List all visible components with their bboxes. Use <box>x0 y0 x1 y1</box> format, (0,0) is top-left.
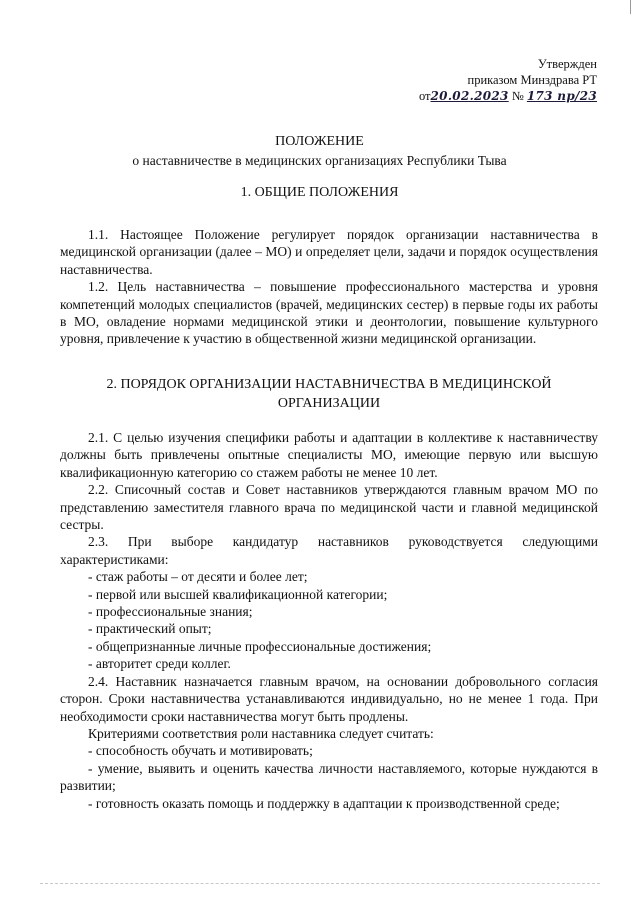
number-sign: № <box>511 89 524 103</box>
document-subtitle: о наставничестве в медицинских организациях Республики Тыва <box>132 153 507 168</box>
list-item: - авторитет среди коллег. <box>88 656 231 672</box>
document-title: ПОЛОЖЕНИЕ <box>275 134 364 149</box>
paragraph-2-2: 2.2. Списочный состав и Совет наставников утверждаются главным врачом МО по представлению заместителя главного врача по медицинской части и главной медицинской сестры. <box>60 482 598 533</box>
list-item: - первой или высшей квалификационной категории; <box>88 586 388 602</box>
section-1-body <box>60 226 598 348</box>
criteria-item: - способность обучать и мотивировать; <box>88 743 313 759</box>
approval-line-1: Утвержден <box>537 57 597 71</box>
paragraph-1-2: 1.2. Цель наставничества – повышение профессионального мастерства и уровня компетенций молодых специалистов (врачей, медицинских сестер) в первые годы их работы в МО, овладение нормами медицинской этики и деонтологии, повышение культурного уровня, привлечение к участию в общественной жизни медицинской организации. <box>60 279 598 347</box>
paragraph-2-4: 2.4. Наставник назначается главным врачом, на основании добровольного согласия сторон. Сроки наставничества устанавливаются индивидуально, но не менее 1 года. При необходимости сроки наставничества могут быть продлены. <box>60 673 598 724</box>
list-item: - профессиональные знания; <box>88 604 253 620</box>
list-item: - общепризнанные личные профессиональные достижения; <box>88 638 432 654</box>
paragraph-2-3: 2.3. При выборе кандидатур наставников руководствуется следующими характеристиками: <box>60 534 598 567</box>
paragraph-2-1: 2.1. С целью изучения специфики работы и адаптации в коллективе к наставничеству должны быть привлечены опытные специалисты МО, имеющие первую или высшую квалификационную категорию со стажем работы не менее 10 лет. <box>60 430 598 480</box>
criteria-item: - готовность оказать помощь и поддержку в адаптации к производственной среде; <box>88 795 560 811</box>
section-2-heading: 2. ПОРЯДОК ОРГАНИЗАЦИИ НАСТАВНИЧЕСТВА В МЕДИЦИНСКОЙ ОРГАНИЗАЦИИ <box>106 377 552 411</box>
approval-date-line <box>419 88 597 104</box>
section-2-body <box>60 429 598 812</box>
section-1-heading: 1. ОБЩИЕ ПОЛОЖЕНИЯ <box>240 185 399 200</box>
paragraph-criteria: Критериями соответствия роли наставника следует считать: <box>88 725 434 741</box>
paragraph-1-1: 1.1. Настоящее Положение регулирует порядок организации наставничества в медицинской организации (далее – МО) и определяет цели, задачи и порядок осуществления наставничества. <box>60 227 598 277</box>
page-bottom-divider <box>40 883 600 884</box>
handwritten-date: 20.02.2023 <box>430 89 509 103</box>
approval-line-2: приказом Минздрава РТ <box>467 73 597 87</box>
criteria-item: - умение, выявить и оценить качества личности наставляемого, которые нуждаются в развитии; <box>60 760 598 794</box>
handwritten-number: 173 пр/23 <box>526 89 597 103</box>
approval-prefix: от <box>418 89 431 103</box>
approval-stamp-block <box>419 56 597 104</box>
scan-edge-mark <box>630 0 631 14</box>
list-item: - стаж работы – от десяти и более лет; <box>88 569 308 585</box>
list-item: - практический опыт; <box>88 621 212 637</box>
